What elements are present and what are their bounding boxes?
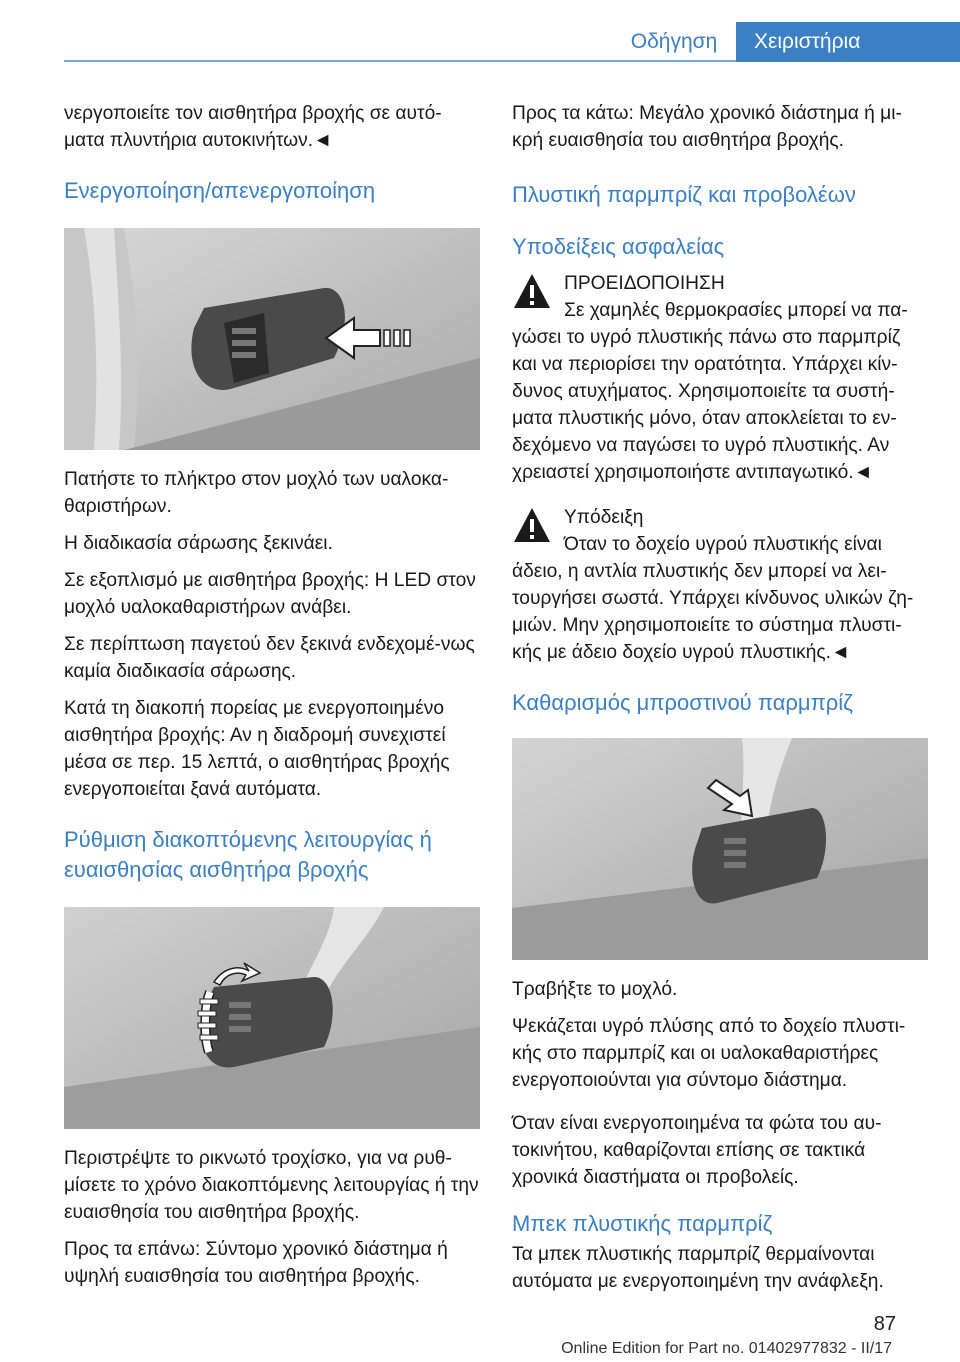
tab-controls[interactable]: Χειριστήρια (736, 22, 960, 62)
heading-jets: Μπεκ πλυστικής παρμπρίζ (512, 1211, 773, 1236)
page-number: 87 (873, 1313, 896, 1335)
heading-activation: Ενεργοποίηση/απενεργοποίηση (64, 178, 376, 203)
intro-text: νεργοποιείτε τον αισθητήρα βροχής σε αυτό-ματα πλυντήρια αυτοκινήτων.◄ (64, 103, 442, 151)
heading-interval: Ρύθμιση διακοπτόμενης λειτουργίας ή ευαισθησίας αισθητήρα βροχής (64, 827, 432, 882)
text-headlights: Όταν είναι ενεργοποιημένα τα φώτα του αυ-τοκινήτου, καθαρίζονται επίσης σε τακτικά χρονικά διαστήματα οι προβολείς. (512, 1113, 882, 1188)
text-pull-lever: Τραβήξτε το μοχλό. (512, 979, 678, 1000)
note-first-line: Όταν το δοχείο υγρού πλυστικής είναι (564, 534, 882, 555)
footer-edition: Online Edition for Part no. 01402977832 - II/17 (561, 1340, 892, 1357)
heading-washer: Πλυστική παρμπρίζ και προβολέων (512, 182, 856, 207)
text-stop: Κατά τη διακοπή πορείας με ενεργοποιημένο αισθητήρα βροχής: Αν η διαδρομή συνεχιστεί μέσα σε περ. 15 λεπτά, ο αισθητήρας βροχής ενεργοποιείται ξανά αυτόματα. (64, 698, 450, 800)
figure-wiper-pull (512, 738, 928, 960)
figure-wiper-button (64, 228, 480, 450)
figure-wiper-wheel (64, 907, 480, 1129)
warning-block (512, 270, 928, 486)
heading-safety: Υποδείξεις ασφαλείας (512, 234, 725, 259)
warning-icon (512, 272, 552, 310)
note-title: Υπόδειξη (564, 507, 644, 528)
text-press-button: Πατήστε το πλήκτρο στον μοχλό των υαλοκα-θαριστήρων. (64, 469, 449, 517)
note-text: άδειο, η αντλία πλυστικής δεν μπορεί να λει-τουργήσει σωστά. Υπάρχει κίνδυνος υλικών ζη-μιών. Μην χρησιμοποιείτε το σύστημα πλυστι-κής με άδειο δοχείο υγρού πλυστικής.◄ (512, 561, 914, 663)
text-turn-wheel: Περιστρέψτε το ρικνωτό τροχίσκο, για να ρυθ-μίσετε το χρόνο διακοπτόμενης λειτουργίας ή την ευαισθησία του αισθητήρα βροχής. (64, 1148, 479, 1223)
text-downward: Προς τα κάτω: Μεγάλο χρονικό διάστημα ή μι-κρή ευαισθησία του αισθητήρα βροχής. (512, 103, 902, 151)
tab-driving[interactable]: Οδήγηση (630, 30, 718, 53)
text-frost: Σε περίπτωση παγετού δεν ξεκινά ενδεχομέ-νως καμία διαδικασία σάρωσης. (64, 634, 475, 682)
left-column (64, 100, 480, 1300)
note-warning-icon (512, 506, 552, 544)
warning-first-line: Σε χαμηλές θερμοκρασίες μπορεί να πα- (564, 300, 908, 321)
note-block (512, 504, 928, 666)
heading-clean: Καθαρισμός μπροστινού παρμπρίζ (512, 690, 853, 715)
text-led: Σε εξοπλισμό με αισθητήρα βροχής: Η LED στον μοχλό υαλοκαθαριστήρων ανάβει. (64, 570, 476, 618)
right-column (512, 100, 928, 1305)
text-spray: Ψεκάζεται υγρό πλύσης από το δοχείο πλυστι-κής στο παρμπρίζ και οι υαλοκαθαριστήρες ενεργοποιούνται για σύντομο διάστημα. (512, 1016, 906, 1091)
text-upward: Προς τα επάνω: Σύντομο χρονικό διάστημα ή υψηλή ευαισθησία του αισθητήρα βροχής. (64, 1239, 448, 1287)
text-jets: Τα μπεκ πλυστικής παρμπρίζ θερμαίνονται αυτόματα με ενεργοποιημένη την ανάφλεξη. (512, 1244, 884, 1292)
warning-text: γώσει το υγρό πλυστικής πάνω στο παρμπρίζ και να περιορίσει την ορατότητα. Υπάρχει κίν-δυνος ατυχήματος. Χρησιμοποιείτε τα συστή-ματα πλυστικής μόνο, όταν αποκλείεται το εν-δεχόμενο να παγώσει το υγρό πλυστικής. Αν χρειαστεί χρησιμοποιήστε αντιπαγωτικό.◄ (512, 327, 901, 483)
text-wipe-starts: Η διαδικασία σάρωσης ξεκινάει. (64, 533, 333, 554)
warning-title: ΠΡΟΕΙΔΟΠΟΙΗΣΗ (564, 273, 725, 294)
